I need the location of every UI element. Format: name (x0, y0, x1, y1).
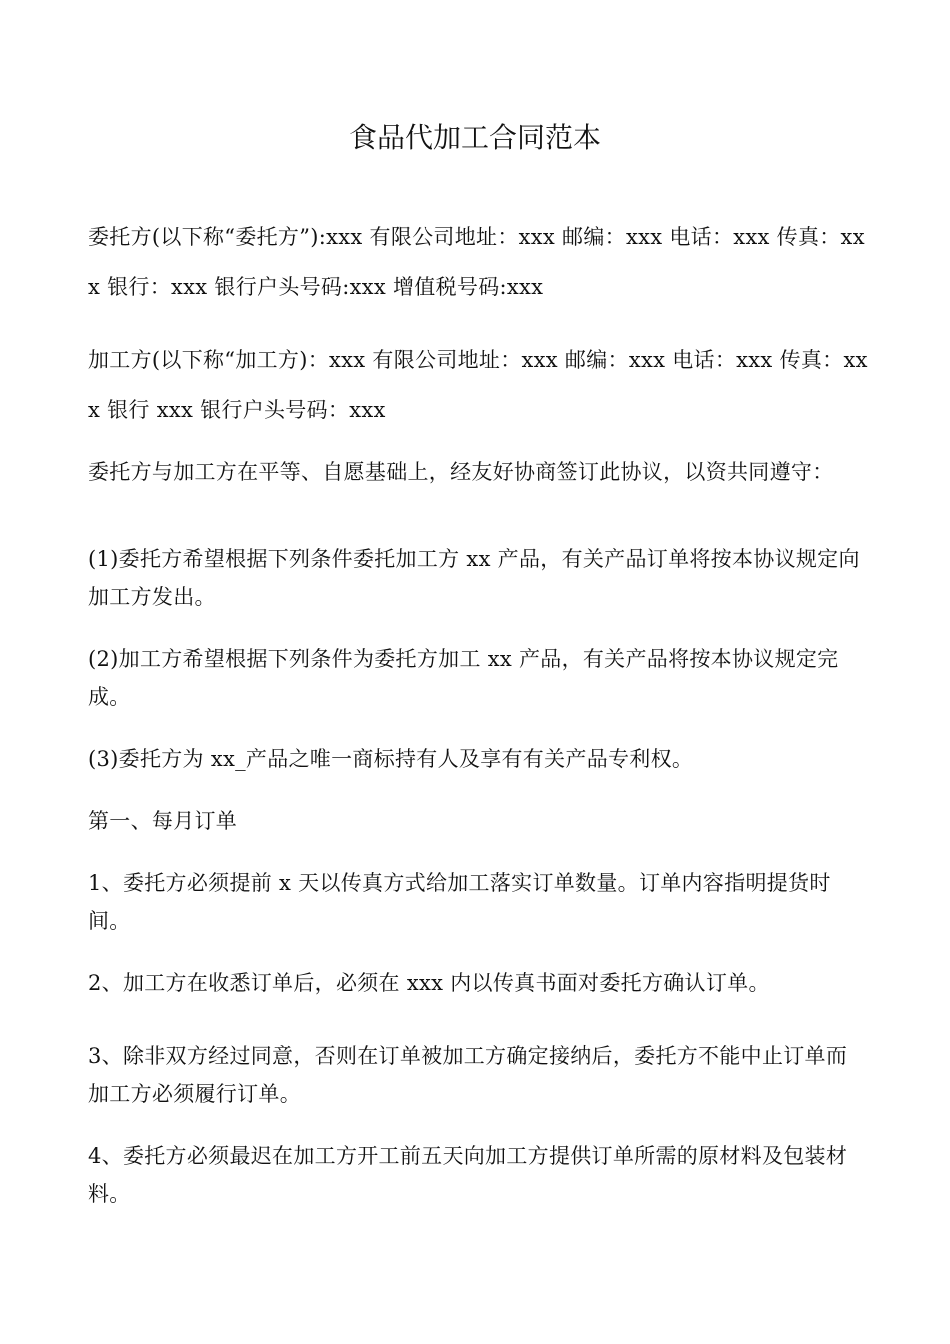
paragraph-processor-info: 加工方(以下称“加工方)：xxx 有限公司地址：xxx 邮编：xxx 电话：xxx 传真：xxx 银行 xxx 银行户头号码：xxx (88, 348, 868, 422)
paragraph-client-info: 委托方(以下称“委托方”):xxx 有限公司地址：xxx 邮编：xxx 电话：xxx 传真：xxx 银行：xxx 银行户头号码:xxx 增值税号码:xxx (88, 225, 865, 299)
paragraph-order-item-2: 2、加工方在收悉订单后，必须在 xxx 内以传真书面对委托方确认订单。 (88, 971, 770, 995)
paragraph-clause-1: (1)委托方希望根据下列条件委托加工方 xx 产品，有关产品订单将按本协议规定向加工方发出。 (88, 547, 860, 609)
paragraph-order-item-4: 4、委托方必须最迟在加工方开工前五天向加工方提供订单所需的原材料及包装材料。 (88, 1144, 848, 1206)
paragraph-clause-2: (2)加工方希望根据下列条件为委托方加工 xx 产品，有关产品将按本协议规定完成。 (88, 647, 839, 709)
paragraph-order-item-1: 1、委托方必须提前 x 天以传真方式给加工落实订单数量。订单内容指明提货时间。 (88, 871, 831, 933)
paragraph-order-item-3: 3、除非双方经过同意，否则在订单被加工方确定接纳后，委托方不能中止订单而加工方必须履行订单。 (88, 1044, 848, 1106)
paragraph-clause-3: (3)委托方为 xx_产品之唯一商标持有人及享有有关产品专利权。 (88, 747, 694, 771)
document-title: 食品代加工合同范本 (348, 121, 601, 154)
section-heading-monthly-orders: 第一、每月订单 (88, 809, 238, 833)
paragraph-agreement-intro: 委托方与加工方在平等、自愿基础上，经友好协商签订此协议，以资共同遵守： (88, 460, 834, 484)
